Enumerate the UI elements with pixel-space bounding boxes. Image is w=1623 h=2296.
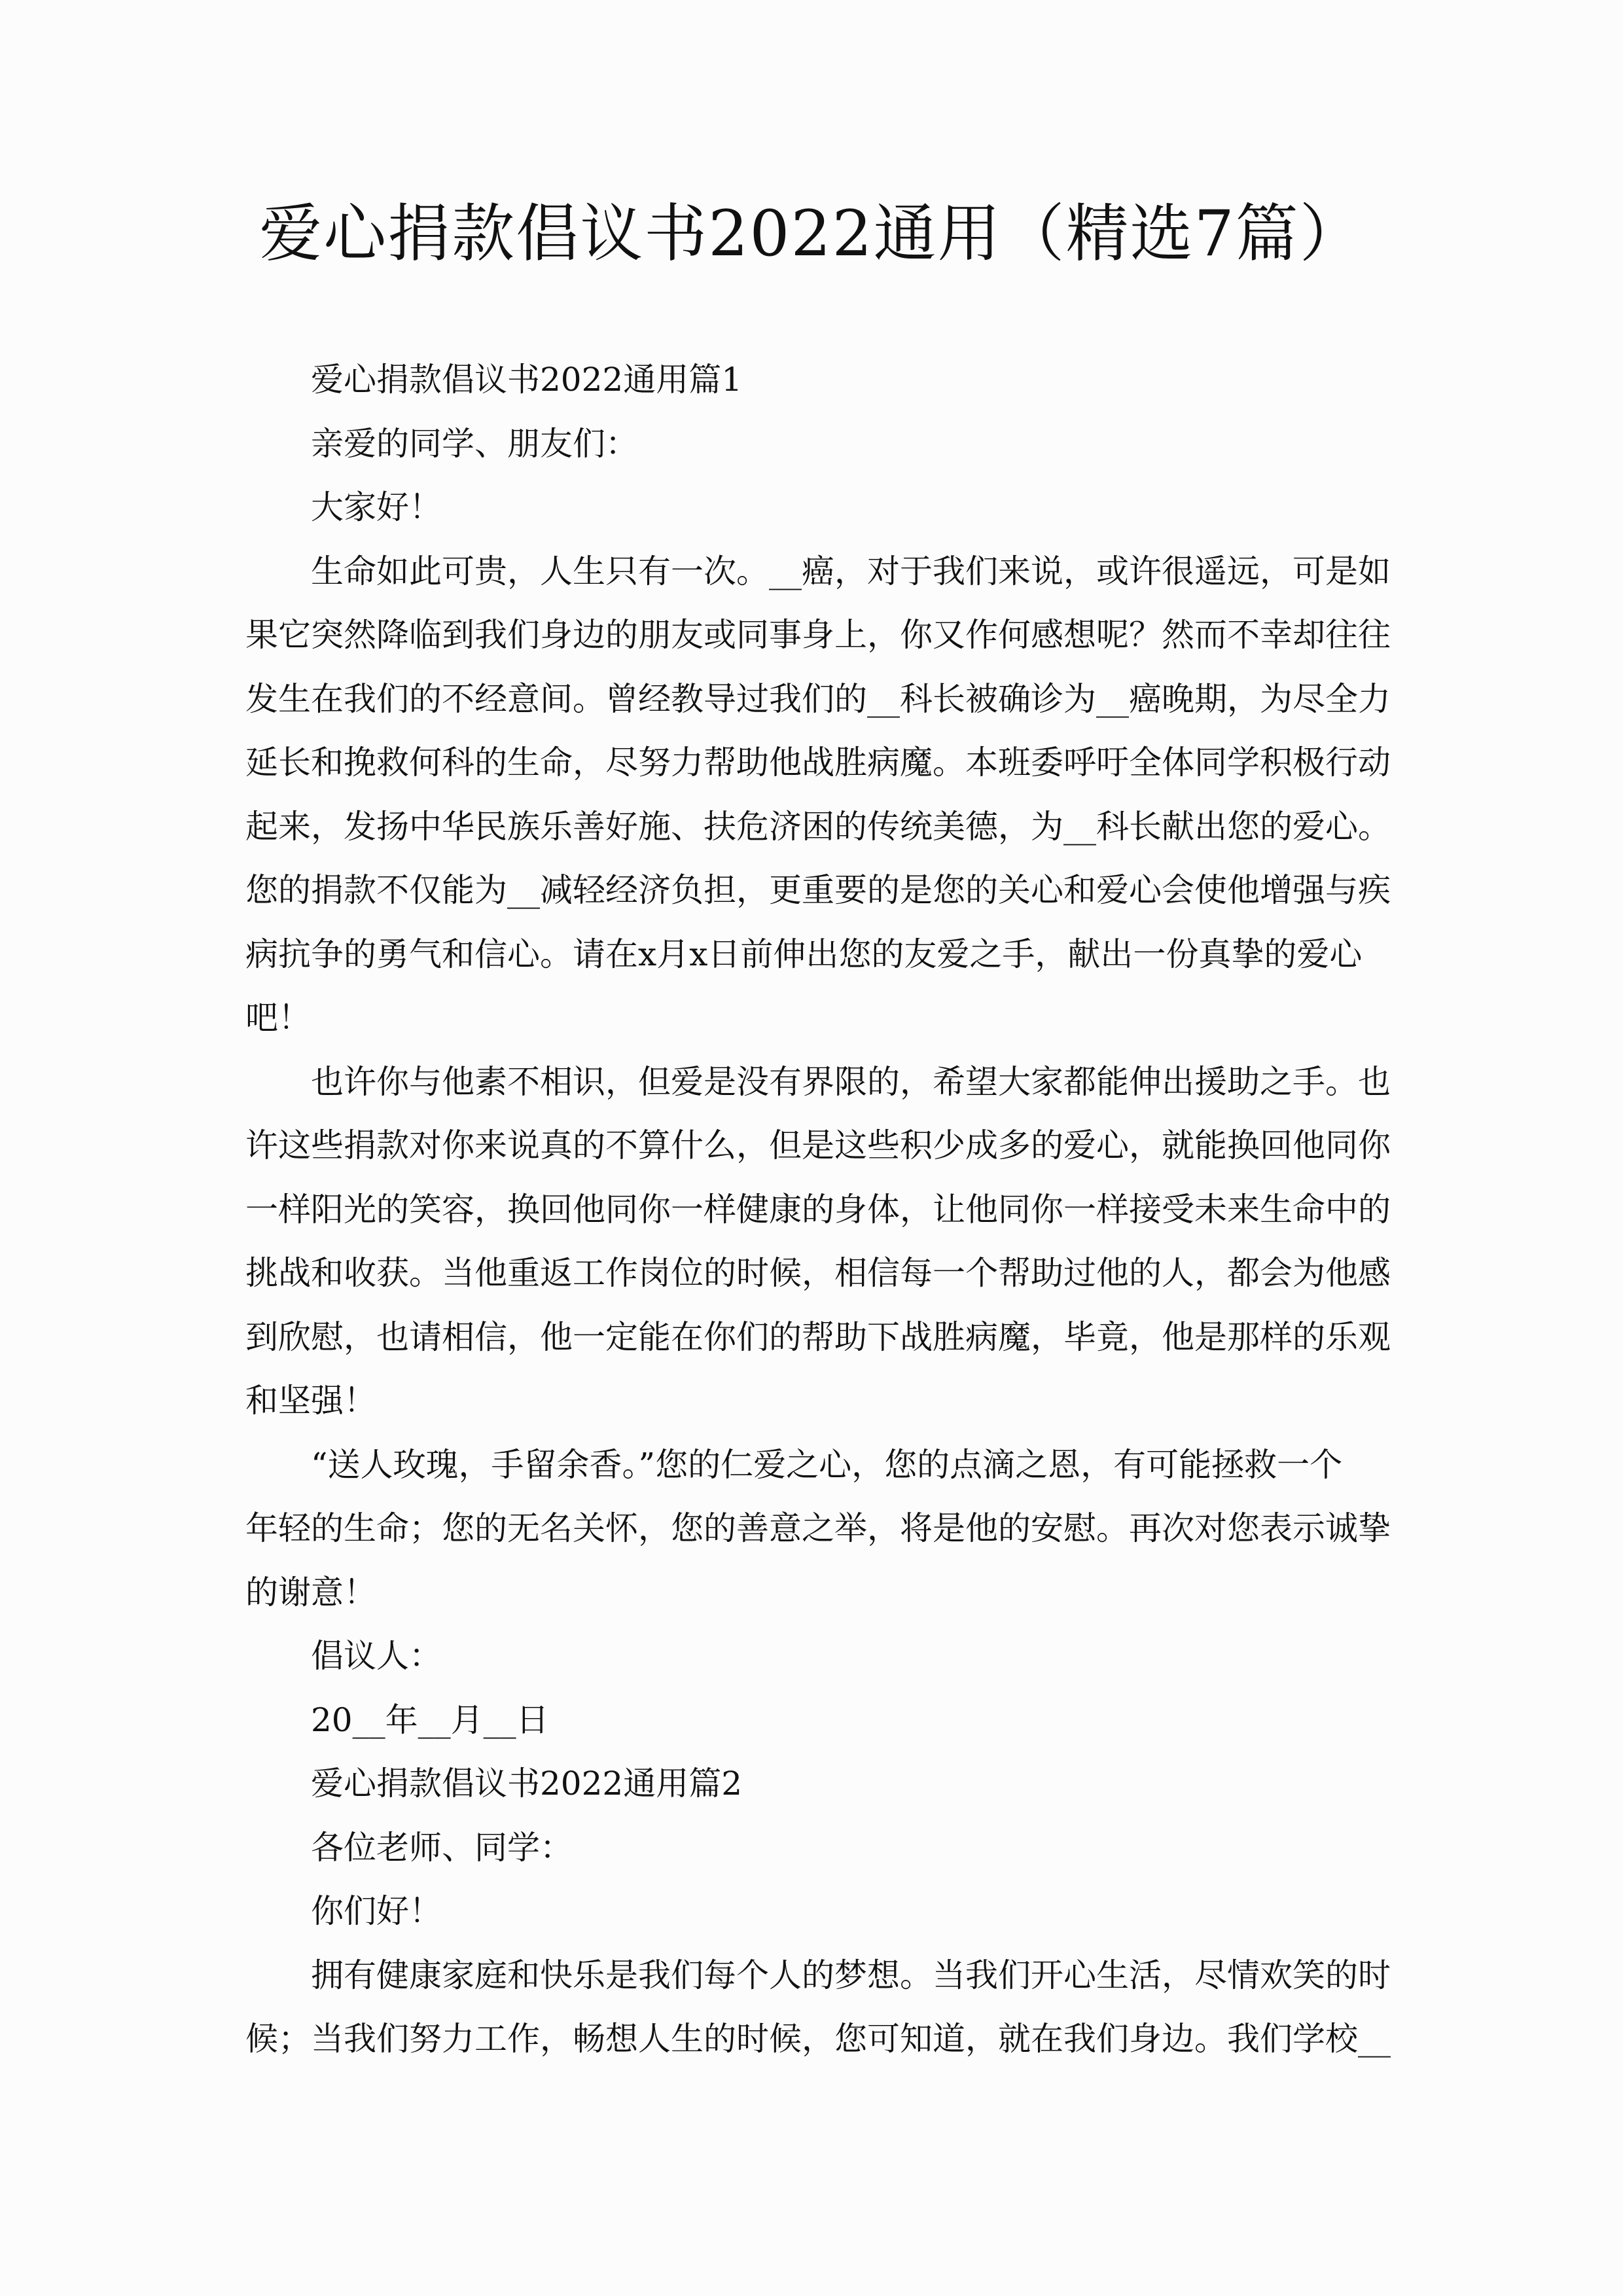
paragraph-line: 一样阳光的笑容，换回他同你一样健康的身体，让他同你一样接受未来生命中的	[245, 1190, 1391, 1229]
paragraph-line: 挑战和收获。当他重返工作岗位的时候，相信每一个帮助过他的人，都会为他感	[245, 1254, 1391, 1292]
paragraph-line: 年轻的生命；您的无名关怀，您的善意之举，将是他的安慰。再次对您表示诚挚	[245, 1509, 1391, 1547]
document-body	[245, 348, 1397, 2072]
paragraph-line: 生命如此可贵，人生只有一次。__癌，对于我们来说，或许很遥远，可是如	[311, 552, 1391, 590]
paragraph-line: 您的捐款不仅能为__减轻经济负担，更重要的是您的关心和爱心会使他增强与疾	[245, 871, 1391, 909]
date-line: 20__年__月__日	[311, 1700, 549, 1739]
salutation-1: 亲爱的同学、朋友们：	[311, 424, 638, 463]
paragraph-line: 拥有健康家庭和快乐是我们每个人的梦想。当我们开心生活，尽情欢笑的时	[311, 1956, 1391, 1994]
paragraph-line: 吧！	[245, 999, 311, 1037]
paragraph-line: 起来，发扬中华民族乐善好施、扶危济困的传统美德，为__科长献出您的爱心。	[245, 807, 1391, 846]
greeting-1: 大家好！	[311, 488, 442, 526]
paragraph-line: 候；当我们努力工作，畅想人生的时候，您可知道，就在我们身边。我们学校__	[245, 2020, 1391, 2058]
paragraph-line: 延长和挽救何科的生命，尽努力帮助他战胜病魔。本班委呼吁全体同学积极行动	[245, 744, 1391, 781]
paragraph-line: 和坚强！	[245, 1382, 376, 1420]
paragraph-line: 发生在我们的不经意间。曾经教导过我们的__科长被确诊为__癌晚期，为尽全力	[245, 679, 1391, 718]
greeting-2: 你们好！	[311, 1892, 442, 1930]
paragraph-line: 果它突然降临到我们身边的朋友或同事身上，你又作何感想呢？然而不幸却往往	[245, 616, 1391, 654]
paragraph-line: 病抗争的勇气和信心。请在x月x日前伸出您的友爱之手，献出一份真挚的爱心	[245, 935, 1363, 973]
paragraph-line: 到欣慰，也请相信，他一定能在你们的帮助下战胜病魔，毕竟，他是那样的乐观	[245, 1318, 1391, 1356]
paragraph-line: “送人玫瑰，手留余香。”您的仁爱之心，您的点滴之恩，有可能拯救一个	[311, 1445, 1343, 1484]
paragraph-line: 的谢意！	[245, 1573, 376, 1611]
section-heading-1: 爱心捐款倡议书2022通用篇1	[311, 361, 743, 399]
paragraph-line: 也许你与他素不相识，但爱是没有界限的，希望大家都能伸出援助之手。也	[311, 1062, 1391, 1101]
document-title: 爱心捐款倡议书2022通用（精选7篇）	[259, 197, 1364, 270]
paragraph-line: 许这些捐款对你来说真的不算什么，但是这些积少成多的爱心，就能换回他同你	[245, 1126, 1391, 1164]
signature-label: 倡议人：	[311, 1637, 442, 1675]
section-heading-2: 爱心捐款倡议书2022通用篇2	[311, 1765, 743, 1803]
salutation-2: 各位老师、同学：	[311, 1828, 573, 1867]
